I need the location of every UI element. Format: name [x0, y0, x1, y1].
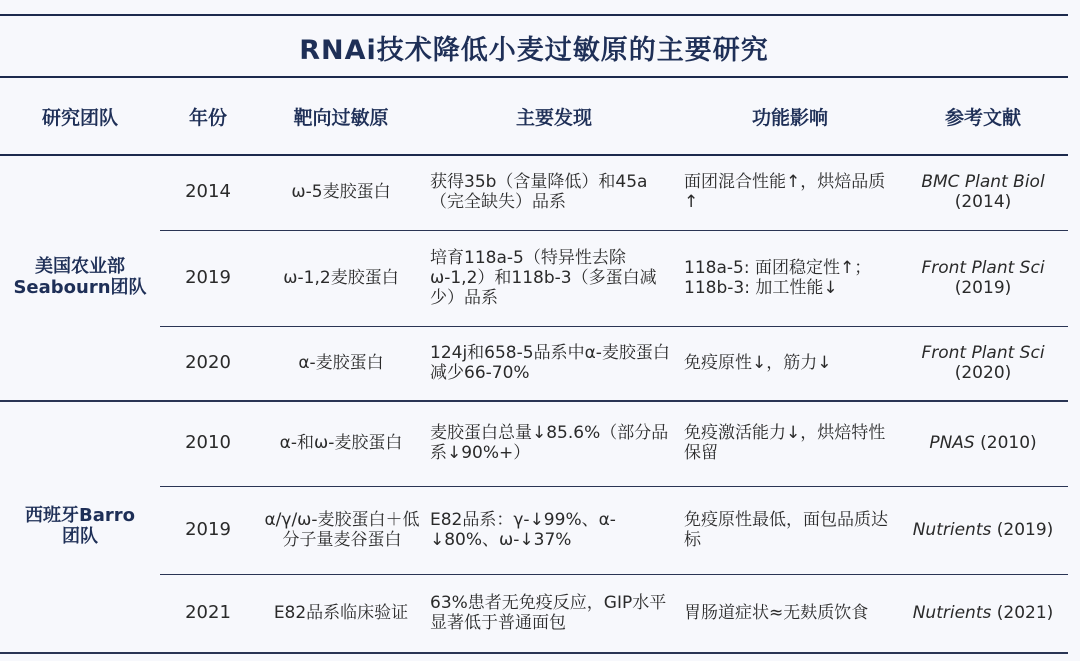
table-title: RNAi技术降低小麦过敏原的主要研究 — [299, 34, 769, 66]
cell-finding: 培育118a-5（特异性去除ω-1,2）和118b-3（多蛋白减少）品系 — [430, 248, 657, 308]
cell-target: α-和ω-麦胶蛋白 — [279, 433, 403, 453]
ref-year: (2019) — [991, 520, 1054, 540]
header-target: 靶向过敏原 — [293, 106, 389, 129]
ref-year: (2019) — [954, 278, 1012, 298]
cell-target: α/γ/ω-麦胶蛋白＋低分子量麦谷蛋白 — [264, 510, 420, 550]
ref-year: (2020) — [954, 363, 1012, 383]
table-header — [0, 78, 1068, 154]
ref-year: (2014) — [954, 192, 1012, 212]
table-bottom — [0, 652, 1068, 654]
cell-function: 免疫原性最低，面包品质达标 — [684, 510, 888, 550]
header-function: 功能影响 — [751, 106, 828, 129]
header-team: 研究团队 — [41, 106, 118, 129]
cell-finding: 124j和658-5品系中α-麦胶蛋白减少66-70% — [430, 343, 670, 383]
title-bar — [0, 14, 1068, 78]
ref-year: (2010) — [974, 433, 1037, 453]
cell-year: 2019 — [185, 267, 231, 288]
cell-function: 免疫激活能力↓，烘焙特性保留 — [684, 423, 886, 463]
ref-journal: PNAS — [929, 433, 975, 453]
ref-journal: Front Plant Sci — [921, 343, 1045, 363]
cell-function: 胃肠道症状≈无麸质饮食 — [684, 603, 869, 623]
cell-ref — [898, 154, 1068, 230]
cell-finding: 63%患者无免疫反应，GIP水平显著低于普通面包 — [430, 593, 667, 633]
cell-target: ω-5麦胶蛋白 — [291, 182, 391, 202]
cell-function: 免疫原性↓，筋力↓ — [684, 353, 832, 373]
cell-year: 2021 — [185, 602, 231, 623]
cell-function: 面团混合性能↑，烘焙品质↑ — [684, 172, 886, 212]
ref-journal: Nutrients — [912, 603, 992, 623]
group-usda: 美国农业部 Seabourn团队 — [13, 256, 147, 298]
cell-year: 2019 — [185, 519, 231, 540]
cell-ref — [898, 326, 1068, 400]
cell-ref — [898, 486, 1068, 574]
ref-year: (2021) — [991, 603, 1054, 623]
cell-target: E82品系临床验证 — [273, 603, 409, 623]
ref-journal: Front Plant Sci — [921, 258, 1045, 278]
cell-function: 118a-5: 面团稳定性↑；118b-3: 加工性能↓ — [684, 258, 872, 298]
cell-year: 2010 — [185, 432, 231, 453]
cell-year: 2014 — [185, 181, 231, 202]
cell-target: α-麦胶蛋白 — [298, 353, 384, 373]
cell-target: ω-1,2麦胶蛋白 — [283, 268, 399, 288]
cell-finding: 麦胶蛋白总量↓85.6%（部分品系↓90%+） — [430, 423, 669, 463]
header-ref: 参考文献 — [944, 106, 1021, 129]
cell-ref — [898, 400, 1068, 486]
cell-ref — [898, 574, 1068, 652]
cell-ref — [898, 230, 1068, 326]
cell-year: 2020 — [185, 352, 231, 373]
cell-finding: 获得35b（含量降低）和45a（完全缺失）品系 — [430, 172, 648, 212]
group-barro: 西班牙Barro 团队 — [25, 505, 135, 547]
ref-journal: BMC Plant Biol — [921, 172, 1045, 192]
cell-finding: E82品系：γ-↓99%、α-↓80%、ω-↓37% — [430, 510, 616, 550]
ref-journal: Nutrients — [912, 520, 992, 540]
header-finding: 主要发现 — [515, 106, 592, 129]
header-year: 年份 — [188, 106, 227, 129]
